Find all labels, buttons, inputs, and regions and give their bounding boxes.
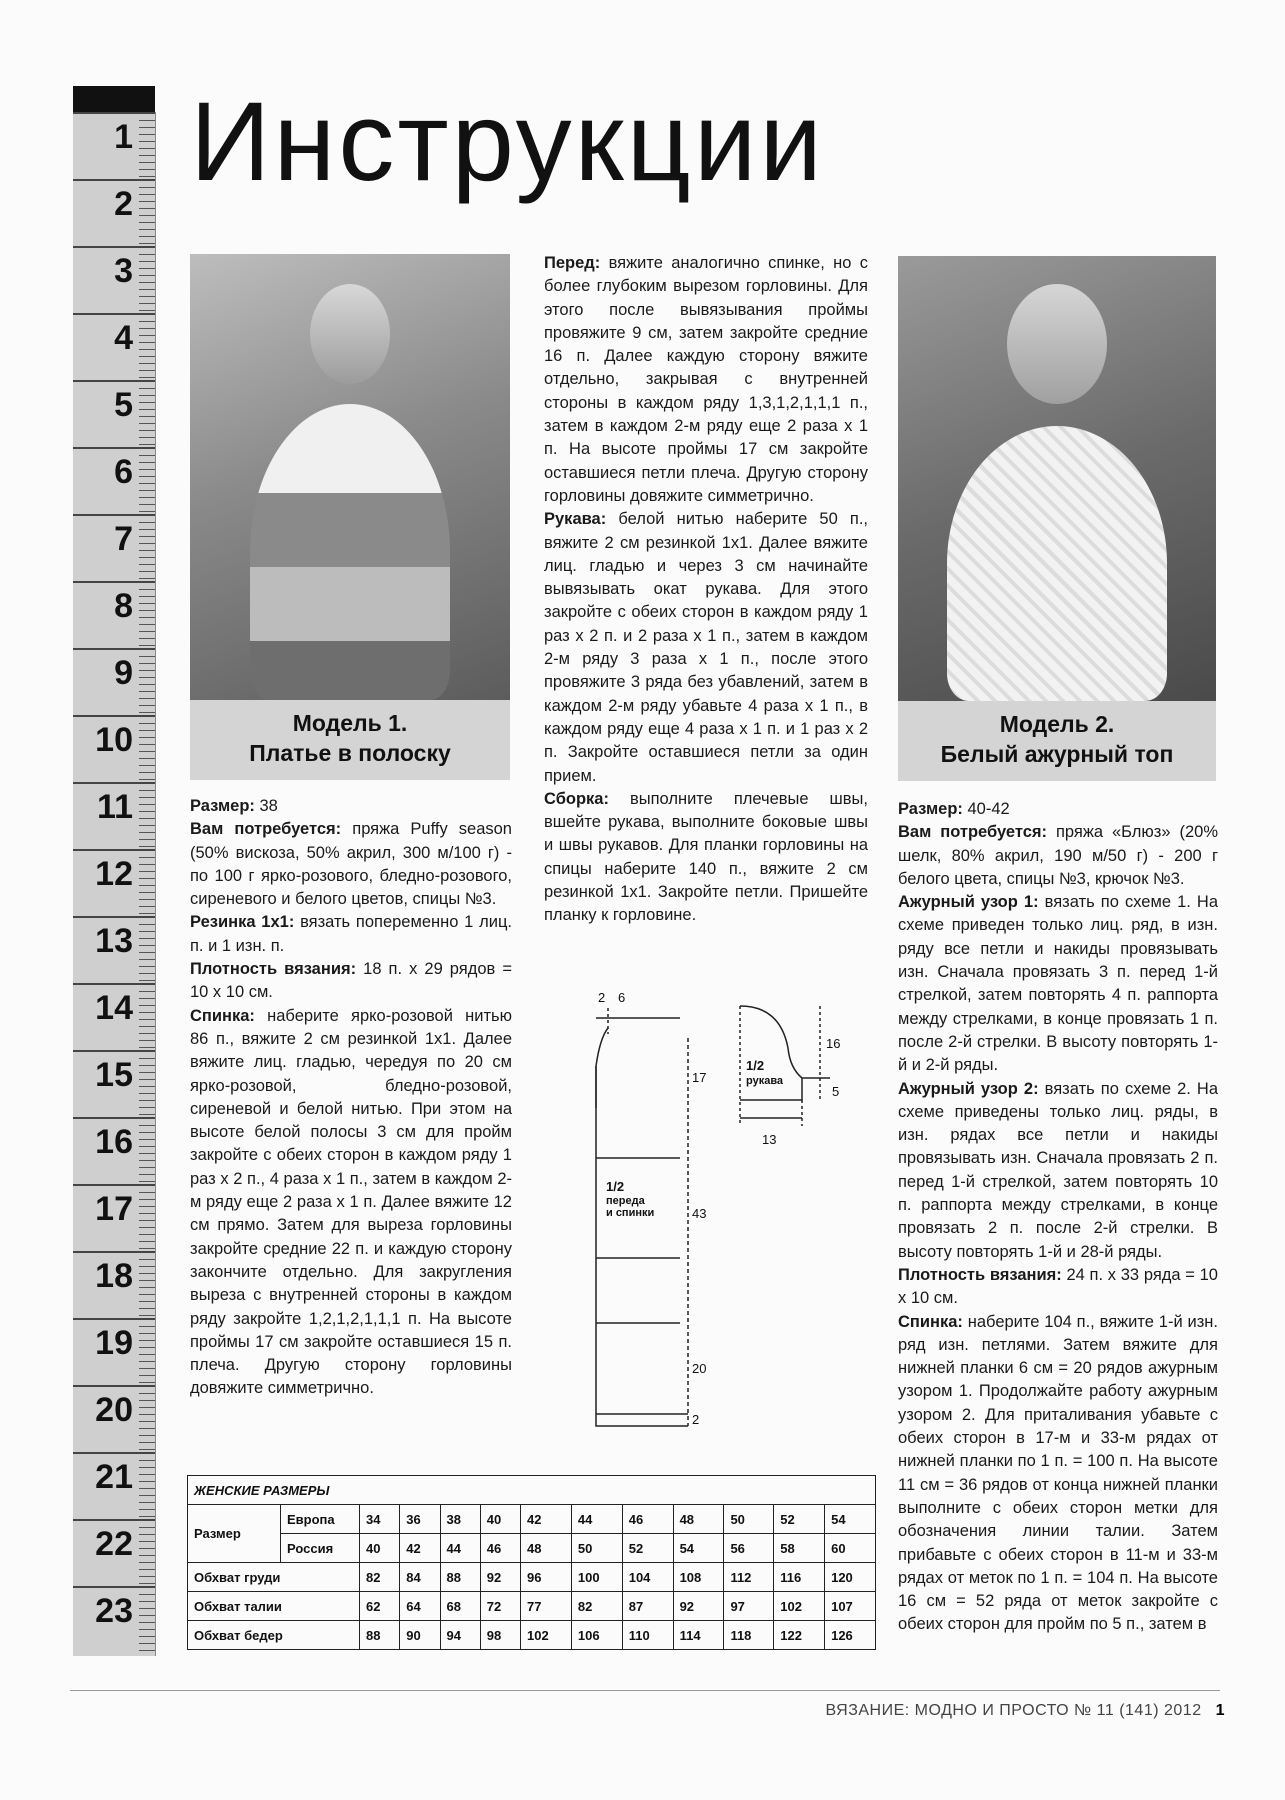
size-cell: 104 [622,1563,673,1592]
paragraph-label: Перед: [544,254,601,272]
measurement-label: Обхват груди [188,1563,360,1592]
paragraph-label: Плотность вязания: [898,1265,1062,1284]
size-cell: 54 [825,1505,876,1534]
ruler-mark [73,715,155,782]
paragraph-text: 38 [254,797,278,815]
size-cell: 52 [622,1534,673,1563]
paragraph-text: выполните плечевые швы, вшейте рукава, выполните боковые швы и швы рукавов. Для планки горловины на спицы наберите 140 п., вяжите 2 см резинкой 1х1. Закройте петли. Пришейте планку к горловине. [544,789,868,925]
size-cell: 97 [724,1592,774,1621]
size-cell: 126 [825,1621,876,1650]
model-2-top [947,426,1167,701]
ruler-mark [73,983,155,1050]
europe-label: Европа [281,1505,360,1534]
ruler-mark [73,380,155,447]
schema-body-label-3: и спинки [606,1207,655,1219]
paragraph-text: наберите ярко-розовой нитью 86 п., вяжите 2 см резинкой 1х1. Далее вяжите лиц. гладью, чередуя по 20 см ярко-розовой, бледно-розовой, сиреневой и белой нитью. При этом на высоте белой полосы 3 см для пройм закройте с обеих сторон в каждом ряду 1 раз х 2 п., 4 раза х 1 п., затем в каждом 2-м ряду еще 2 раза х 1 п. Далее вяжите 12 см прямо. Затем для выреза горловины закройте средние 22 п. и каждую сторону закончите отдельно. Для закругления выреза с внутренней стороны в каждом ряду закройте 1,2,1,2,1,1,1 п. На высоте проймы 17 см закройте оставшиеся 15 п. плеча. Другую сторону горловины довяжите симметрично. [190,1006,512,1398]
ruler-mark [73,1385,155,1452]
paragraph-text: 18 п. х 29 рядов = 10 х 10 см. [190,960,512,1002]
paragraph-text: вязать попеременно 1 лиц. п. и 1 изн. п. [190,913,512,955]
ruler-number: 4 [114,319,133,357]
size-cell: 56 [724,1534,774,1563]
model-1-instructions-part-2 [544,252,868,928]
ruler-number: 17 [95,1190,133,1228]
size-cell: 108 [673,1563,724,1592]
schema-side-label-4: 2 [692,1412,700,1427]
ruler-mark [73,246,155,313]
model-2-photo [898,256,1216,701]
schema-top-label-2: 6 [618,990,626,1005]
size-cell: 87 [622,1592,673,1621]
size-cell: 46 [622,1505,673,1534]
footer [826,1702,1226,1720]
paragraph-label: Спинка: [190,1006,255,1025]
size-cell: 50 [724,1505,774,1534]
size-cell: 110 [622,1621,673,1650]
paragraph-label: Плотность вязания: [190,960,357,979]
size-cell: 64 [400,1592,440,1621]
model-2-head [1007,284,1107,404]
paragraph-text: пряжа Puffy season (50% вискоза, 50% акрил, 300 м/100 г) - по 100 г ярко-розового, бледно-розового, сиреневого и белого цветов, спицы №3. [190,820,512,909]
ruler-mark [73,1586,155,1653]
instruction-paragraph [190,818,512,911]
schema-side-label-3: 20 [692,1361,707,1376]
paragraph-label: Вам потребуется: [190,820,342,839]
footer-magazine: ВЯЗАНИЕ: МОДНО И ПРОСТО № 11 (141) 2012 [825,1702,1202,1719]
ruler-number: 20 [95,1391,133,1429]
ruler-number: 8 [114,587,133,625]
paragraph-text: вяжите аналогично спинке, но с более глубоким вырезом горловины. Для этого после вывязывания проймы провяжите 9 см, затем закройте средние 16 п. Далее каждую сторону вяжите отдельно, закрывая с внутренней стороны в каждом ряду 1,3,1,2,1,1,1 п., затем в каждом 2-м ряду еще 2 раза х 1 п. На высоте проймы 17 см закройте оставшиеся петли плеча. Другую сторону горловины довяжите симметрично. [544,254,868,505]
size-cell: 114 [673,1621,724,1650]
size-cell: 42 [400,1534,440,1563]
ruler-mark [73,1452,155,1519]
size-cell: 36 [400,1505,440,1534]
size-cell: 54 [673,1534,724,1563]
measurement-label: Обхват бедер [188,1621,360,1650]
schema-top-label-1: 2 [598,990,606,1005]
size-cell: 40 [360,1534,400,1563]
size-row [188,1563,876,1592]
paragraph-label: Сборка: [544,789,609,808]
instruction-paragraph [898,798,1218,821]
size-cell: 58 [774,1534,825,1563]
ruler-number: 10 [95,721,133,759]
size-cell: 102 [521,1621,572,1650]
ruler-number: 13 [95,922,133,960]
paragraph-label: Спинка: [898,1312,963,1331]
ruler-mark [73,849,155,916]
schema-sleeve-dim-3: 13 [762,1132,777,1147]
instruction-paragraph [898,891,1218,1077]
instruction-paragraph [544,252,868,508]
size-cell: 48 [673,1505,724,1534]
ruler-number: 14 [95,989,133,1027]
ruler-number: 5 [114,386,133,424]
size-cell: 84 [400,1563,440,1592]
model-1-name: Платье в полоску [249,740,451,766]
size-table-header: ЖЕНСКИЕ РАЗМЕРЫ [188,1476,876,1505]
paragraph-label: Размер: [190,797,255,815]
instruction-paragraph [190,1005,512,1401]
size-cell: 62 [360,1592,400,1621]
size-cell: 82 [571,1592,622,1621]
ruler-mark [73,514,155,581]
ruler-number: 22 [95,1525,133,1563]
instruction-paragraph [190,958,512,1005]
ruler-number: 1 [114,118,133,156]
paragraph-label: Размер: [898,800,963,818]
size-cell: 120 [825,1563,876,1592]
size-cell: 92 [480,1563,520,1592]
size-cell: 90 [400,1621,440,1650]
size-cell: 48 [521,1534,572,1563]
paragraph-text: наберите 104 п., вяжите 1-й изн. ряд изн. петлями. Затем вяжите для нижней планки 6 см = 20 рядов ажурным узором 1. Продолжайте работу ажурным узором 2. Для приталивания убавьте с обеих сторон в 17-м и 33-м рядах от нижней планки по 1 п. = 100 п. На высоте 11 см = 36 рядов от конца нижней планки выполните с обеих сторон метки для обозначения линии талии. Затем прибавьте с обеих сторон в 11-м и 33-м рядах от меток по 1 п. = 104 п. На высоте 16 см = 52 ряда от меток закройте с обеих сторон для пройм по 5 п., затем в [898,1312,1218,1634]
size-cell: 96 [521,1563,572,1592]
schema-body-label-1: 1/2 [606,1179,625,1194]
ruler-number: 12 [95,855,133,893]
ruler-mark [73,1117,155,1184]
ruler-mark [73,1251,155,1318]
model-2-name: Белый ажурный топ [940,741,1174,767]
size-cell: 40 [480,1505,520,1534]
ruler-number: 21 [95,1458,133,1496]
paragraph-label: Вам потребуется: [898,823,1048,842]
page-number: 1 [1215,1702,1225,1719]
ruler-number: 9 [114,654,133,692]
size-cell: 88 [360,1621,400,1650]
ruler-mark [73,112,155,179]
schema-sleeve-dim-2: 5 [832,1084,840,1099]
size-cell: 72 [480,1592,520,1621]
ruler-number: 15 [95,1056,133,1094]
ruler-body [73,112,156,1656]
paragraph-text: пряжа «Блюз» (20% шелк, 80% акрил, 190 м/50 г) - 200 г белого цвета, спицы №3, крючок №3. [898,823,1218,888]
ruler-number: 11 [97,788,133,826]
paragraph-label: Ажурный узор 1: [898,893,1039,912]
ruler-number: 7 [114,520,133,558]
size-cell: 88 [440,1563,480,1592]
ruler-mark [73,447,155,514]
model-1-number: Модель 1. [292,710,408,736]
size-table [187,1475,876,1650]
ruler-mark [73,1050,155,1117]
schema-sleeve-label-2: рукава [746,1075,784,1087]
paragraph-label: Резинка 1х1: [190,913,295,932]
ruler-mark [73,1318,155,1385]
instruction-paragraph [190,911,512,958]
schema-side-label-1: 17 [692,1070,707,1085]
size-cell: 100 [571,1563,622,1592]
ruler-mark [73,179,155,246]
ruler-mark [73,1184,155,1251]
paragraph-text: 24 п. х 33 ряда = 10 х 10 см. [898,1265,1218,1308]
pattern-schema [540,978,860,1438]
size-label: Размер [188,1505,281,1563]
model-2-caption [898,701,1216,781]
paragraph-label: Ажурный узор 2: [898,1079,1039,1098]
body-outline [596,1066,688,1426]
schema-side-label-2: 43 [692,1206,707,1221]
instruction-paragraph [190,795,512,818]
ruler-mark [73,648,155,715]
paragraph-text: вязать по схеме 2. На схеме приведены только лиц. ряды, в изн. рядах все петли и накиды провязывать изн. Сначала провязать 2 п. перед 1-й стрелкой, затем повторять 10 п. раппорта между стрелками, в конце провязать 2 п. после 2-й стрелки. В высоту повторять 1-й и 28-й ряды. [898,1079,1218,1261]
size-cell: 106 [571,1621,622,1650]
measuring-tape [73,86,155,1656]
ruler-number: 18 [95,1257,133,1295]
ruler-number: 23 [95,1592,133,1630]
measurement-label: Обхват талии [188,1592,360,1621]
schema-sleeve-dim-1: 16 [826,1036,841,1051]
model-2-number: Модель 2. [999,711,1115,737]
size-cell: 50 [571,1534,622,1563]
size-cell: 44 [440,1534,480,1563]
ruler-mark [73,313,155,380]
ruler-mark [73,916,155,983]
model-1-dress [250,404,450,700]
ruler-number: 19 [95,1324,133,1362]
size-cell: 98 [480,1621,520,1650]
model-1-instructions-part-1 [190,795,512,1401]
ruler-mark [73,581,155,648]
paragraph-label: Рукава: [544,510,607,529]
model-1-photo [190,254,510,700]
schema-sleeve-label-1: 1/2 [746,1058,765,1073]
size-cell: 82 [360,1563,400,1592]
ruler-number: 2 [114,185,133,223]
size-cell: 77 [521,1592,572,1621]
instruction-paragraph [544,788,868,928]
size-cell: 94 [440,1621,480,1650]
size-row [188,1621,876,1650]
size-cell: 102 [774,1592,825,1621]
size-cell: 68 [440,1592,480,1621]
size-cell: 122 [774,1621,825,1650]
size-cell: 107 [825,1592,876,1621]
ruler-mark [73,1519,155,1586]
page-title: Инструкции [190,79,825,204]
paragraph-text: 40-42 [962,800,1010,818]
size-cell: 46 [480,1534,520,1563]
schema-body-label-2: переда [606,1195,645,1207]
instruction-paragraph [898,1264,1218,1311]
ruler-cap [73,86,155,112]
size-cell: 42 [521,1505,572,1534]
instruction-paragraph [898,821,1218,891]
model-1-caption [190,700,510,780]
size-cell: 34 [360,1505,400,1534]
paragraph-text: белой нитью наберите 50 п., вяжите 2 см резинкой 1х1. Далее вяжите лиц. гладью и через 3 см начинайте вывязывать окат рукава. Для этого закройте с обеих сторон в каждом ряду 1 раз х 2 п. и 2 раза х 1 п., затем в каждом 2-м ряду 3 раза х 1 п., после этого провяжите 3 ряда без убавлений, затем в каждом 2-м ряду убавьте 4 раза х 1 п., в каждом ряду еще 4 раза х 1 п. и 1 раз х 2 п. Закройте оставшиеся петли за один прием. [544,510,868,785]
size-cell: 112 [724,1563,774,1592]
footer-divider [70,1690,1220,1691]
russia-label: Россия [281,1534,360,1563]
ruler-number: 3 [114,252,133,290]
ruler-number: 6 [114,453,133,491]
paragraph-text: вязать по схеме 1. На схеме приведен только лиц. ряд, в изн. ряду все петли и накиды провязывать изн. Сначала провязать 3 п. перед 1-й стрелкой, затем повторять 4 п. раппорта между стрелками, в конце провязать 1 п. после 2-й стрелки. В высоту повторять 1-й и 2-й ряды. [898,893,1218,1075]
size-row [188,1592,876,1621]
instruction-paragraph [898,1078,1218,1264]
ruler-mark [73,782,155,849]
size-cell: 52 [774,1505,825,1534]
size-cell: 38 [440,1505,480,1534]
ruler-number: 16 [95,1123,133,1161]
size-cell: 60 [825,1534,876,1563]
size-cell: 116 [774,1563,825,1592]
model-1-head [310,284,390,384]
size-cell: 118 [724,1621,774,1650]
instruction-paragraph [898,1311,1218,1637]
instruction-paragraph [544,508,868,788]
model-2-instructions [898,798,1218,1637]
size-cell: 92 [673,1592,724,1621]
size-cell: 44 [571,1505,622,1534]
